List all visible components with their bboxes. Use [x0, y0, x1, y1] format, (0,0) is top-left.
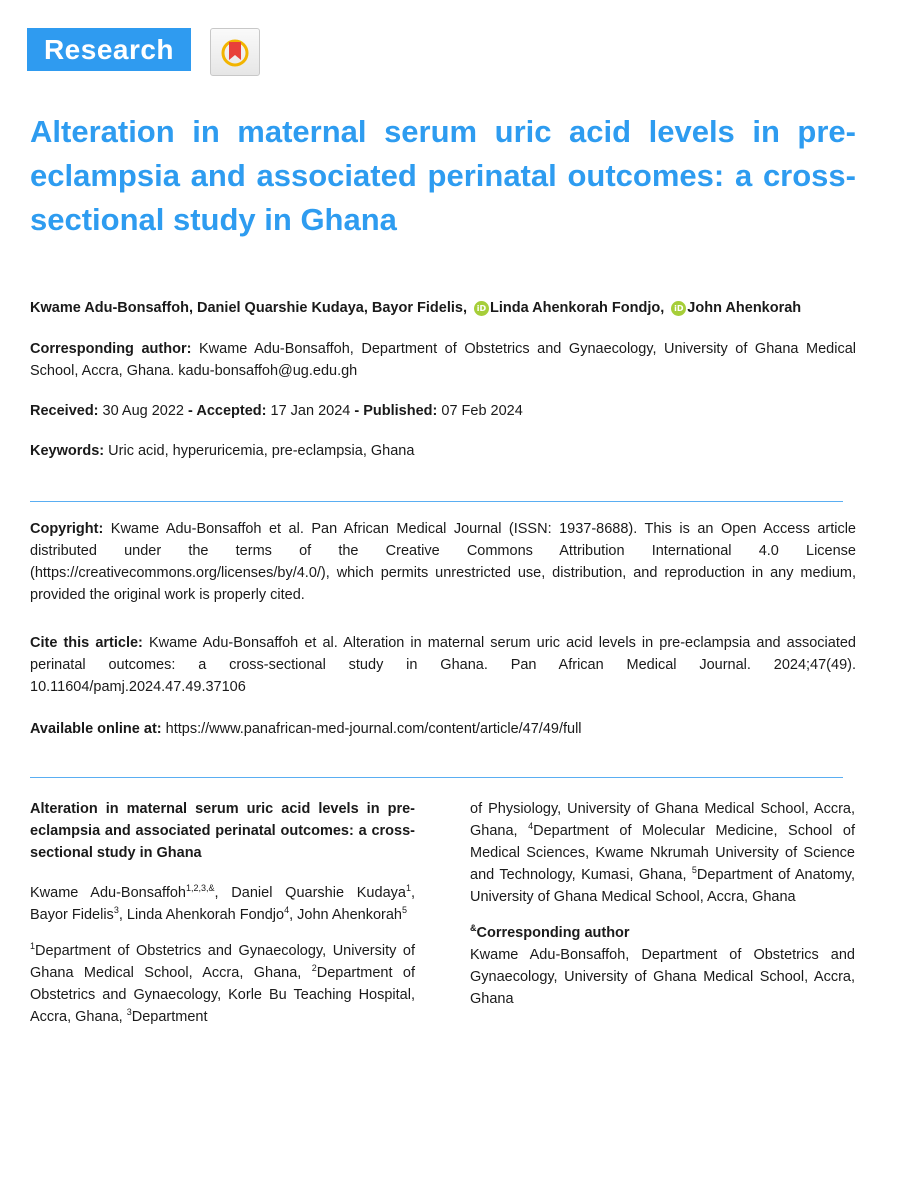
author-affiliation-sup: 3 — [113, 905, 119, 915]
open-access-logo — [210, 28, 260, 76]
author-affiliation-sup: 5 — [401, 905, 407, 915]
published-date: 07 Feb 2024 — [441, 403, 523, 419]
author-name: , Daniel Quarshie Kudaya — [214, 885, 406, 901]
corresponding-author-text: Kwame Adu-Bonsaffoh, Department of Obstetrics and Gynaecology, University of Ghana Medical School, Accra, Ghana — [470, 947, 855, 1007]
authors-plain: Kwame Adu-Bonsaffoh, Daniel Quarshie Kudaya, Bayor Fidelis, — [30, 300, 467, 316]
author-affiliation-sup: 1 — [405, 883, 411, 893]
author-name: , Bayor Fidelis — [30, 885, 415, 923]
dates-line — [30, 400, 856, 422]
citation-block — [30, 632, 856, 698]
article-url-link[interactable]: https://www.panafrican-med-journal.com/content/article/47/49/full — [165, 721, 582, 737]
corresponding-heading-text: Corresponding author — [476, 925, 630, 941]
available-online-line — [30, 718, 856, 740]
article-title: Alteration in maternal serum uric acid levels in pre-eclampsia and associated perinatal outcomes: a cross-sectional study in Ghana — [30, 114, 856, 237]
affiliation-sup: 3 — [126, 1007, 132, 1017]
author-orcid-1[interactable]: Linda Ahenkorah Fondjo, — [490, 300, 665, 316]
date-separator: - — [184, 403, 197, 419]
column-article-title: Alteration in maternal serum uric acid levels in pre-eclampsia and associated perinatal outcomes: a cross-sectional study in Ghana — [30, 801, 415, 861]
orcid-icon[interactable]: iD — [474, 301, 489, 316]
divider — [30, 501, 843, 502]
copyright-label: Copyright: — [30, 521, 104, 537]
affiliation-sup: 4 — [528, 821, 534, 831]
corresponding-sup: & — [470, 923, 477, 933]
date-separator: - — [350, 403, 364, 419]
corresponding-label: Corresponding author: — [30, 341, 192, 357]
copyright-text: Kwame Adu-Bonsaffoh et al. Pan African Medical Journal (ISSN: 1937-8688). This is an Open Access article distributed under the terms of the Creative Commons Attribution International 4.0 License (https://creativecommons.org/licenses/by/4.0/), which permits unrestricted use, distribution, and reproduction in any medium, provided the original work is properly cited. — [30, 521, 856, 603]
affiliation-text: Department of Anatomy, University of Ghana Medical School, Accra, Ghana — [470, 867, 856, 905]
affiliation-text: Department of Molecular Medicine, School of Medical Sciences, Kwame Nkrumah University of Science and Technology, Kumasi, Ghana, — [470, 823, 855, 883]
affiliation-sup: 2 — [311, 963, 317, 973]
author-orcid-2[interactable]: John Ahenkorah — [687, 300, 802, 316]
accepted-date: 17 Jan 2024 — [270, 403, 351, 419]
column-author-list — [30, 882, 415, 926]
right-column — [470, 798, 855, 1010]
cite-text: Kwame Adu-Bonsaffoh et al. Alteration in maternal serum uric acid levels in pre-eclampsia and associated perinatal outcomes: a cross-sectional study in Ghana. Pan African Medical Journal. 2024;47(49). 10.11604/pamj.2024.47.49.37106 — [30, 635, 856, 695]
author-name: , John Ahenkorah — [289, 907, 402, 923]
author-list — [30, 297, 856, 319]
corresponding-author-block — [30, 338, 856, 382]
keywords-label: Keywords: — [30, 443, 105, 459]
orcid-icon[interactable]: iD — [671, 301, 686, 316]
accepted-label: Accepted: — [196, 403, 267, 419]
corresponding-text: Kwame Adu-Bonsaffoh, Department of Obstetrics and Gynaecology, University of Ghana Medical School, Accra, Ghana. kadu-bonsaffoh@ug.edu.gh — [30, 341, 856, 379]
received-date: 30 Aug 2022 — [102, 403, 184, 419]
affiliation-sup: 1 — [30, 941, 36, 951]
keywords-text: Uric acid, hyperuricemia, pre-eclampsia, Ghana — [108, 443, 415, 459]
author-affiliation-sup: 1,2,3,& — [185, 883, 215, 893]
open-access-bookmark-icon — [219, 36, 251, 68]
affiliations-part-2 — [470, 798, 855, 908]
cite-label: Cite this article: — [30, 635, 143, 651]
affiliation-text: of Physiology, University of Ghana Medical School, Accra, Ghana, — [470, 801, 855, 839]
available-label: Available online at: — [30, 721, 162, 737]
left-column — [30, 798, 415, 1028]
corresponding-author-heading — [470, 922, 855, 944]
author-affiliation-sup: 4 — [284, 905, 290, 915]
divider — [30, 777, 843, 778]
author-name: Kwame Adu-Bonsaffoh — [30, 885, 186, 901]
section-badge: Research — [27, 28, 191, 71]
published-label: Published: — [363, 403, 438, 419]
affiliations-part-1 — [30, 940, 415, 1028]
affiliation-text: Department of Obstetrics and Gynaecology, Korle Bu Teaching Hospital, Accra, Ghana, — [30, 965, 415, 1025]
affiliation-text: Department of Obstetrics and Gynaecology, University of Ghana Medical School, Accra, Ghana, — [30, 943, 415, 981]
received-label: Received: — [30, 403, 99, 419]
keywords-line — [30, 440, 856, 462]
affiliation-sup: 5 — [691, 865, 697, 875]
author-name: , Linda Ahenkorah Fondjo — [118, 907, 285, 923]
affiliation-text: Department — [131, 1009, 208, 1025]
copyright-block — [30, 518, 856, 606]
